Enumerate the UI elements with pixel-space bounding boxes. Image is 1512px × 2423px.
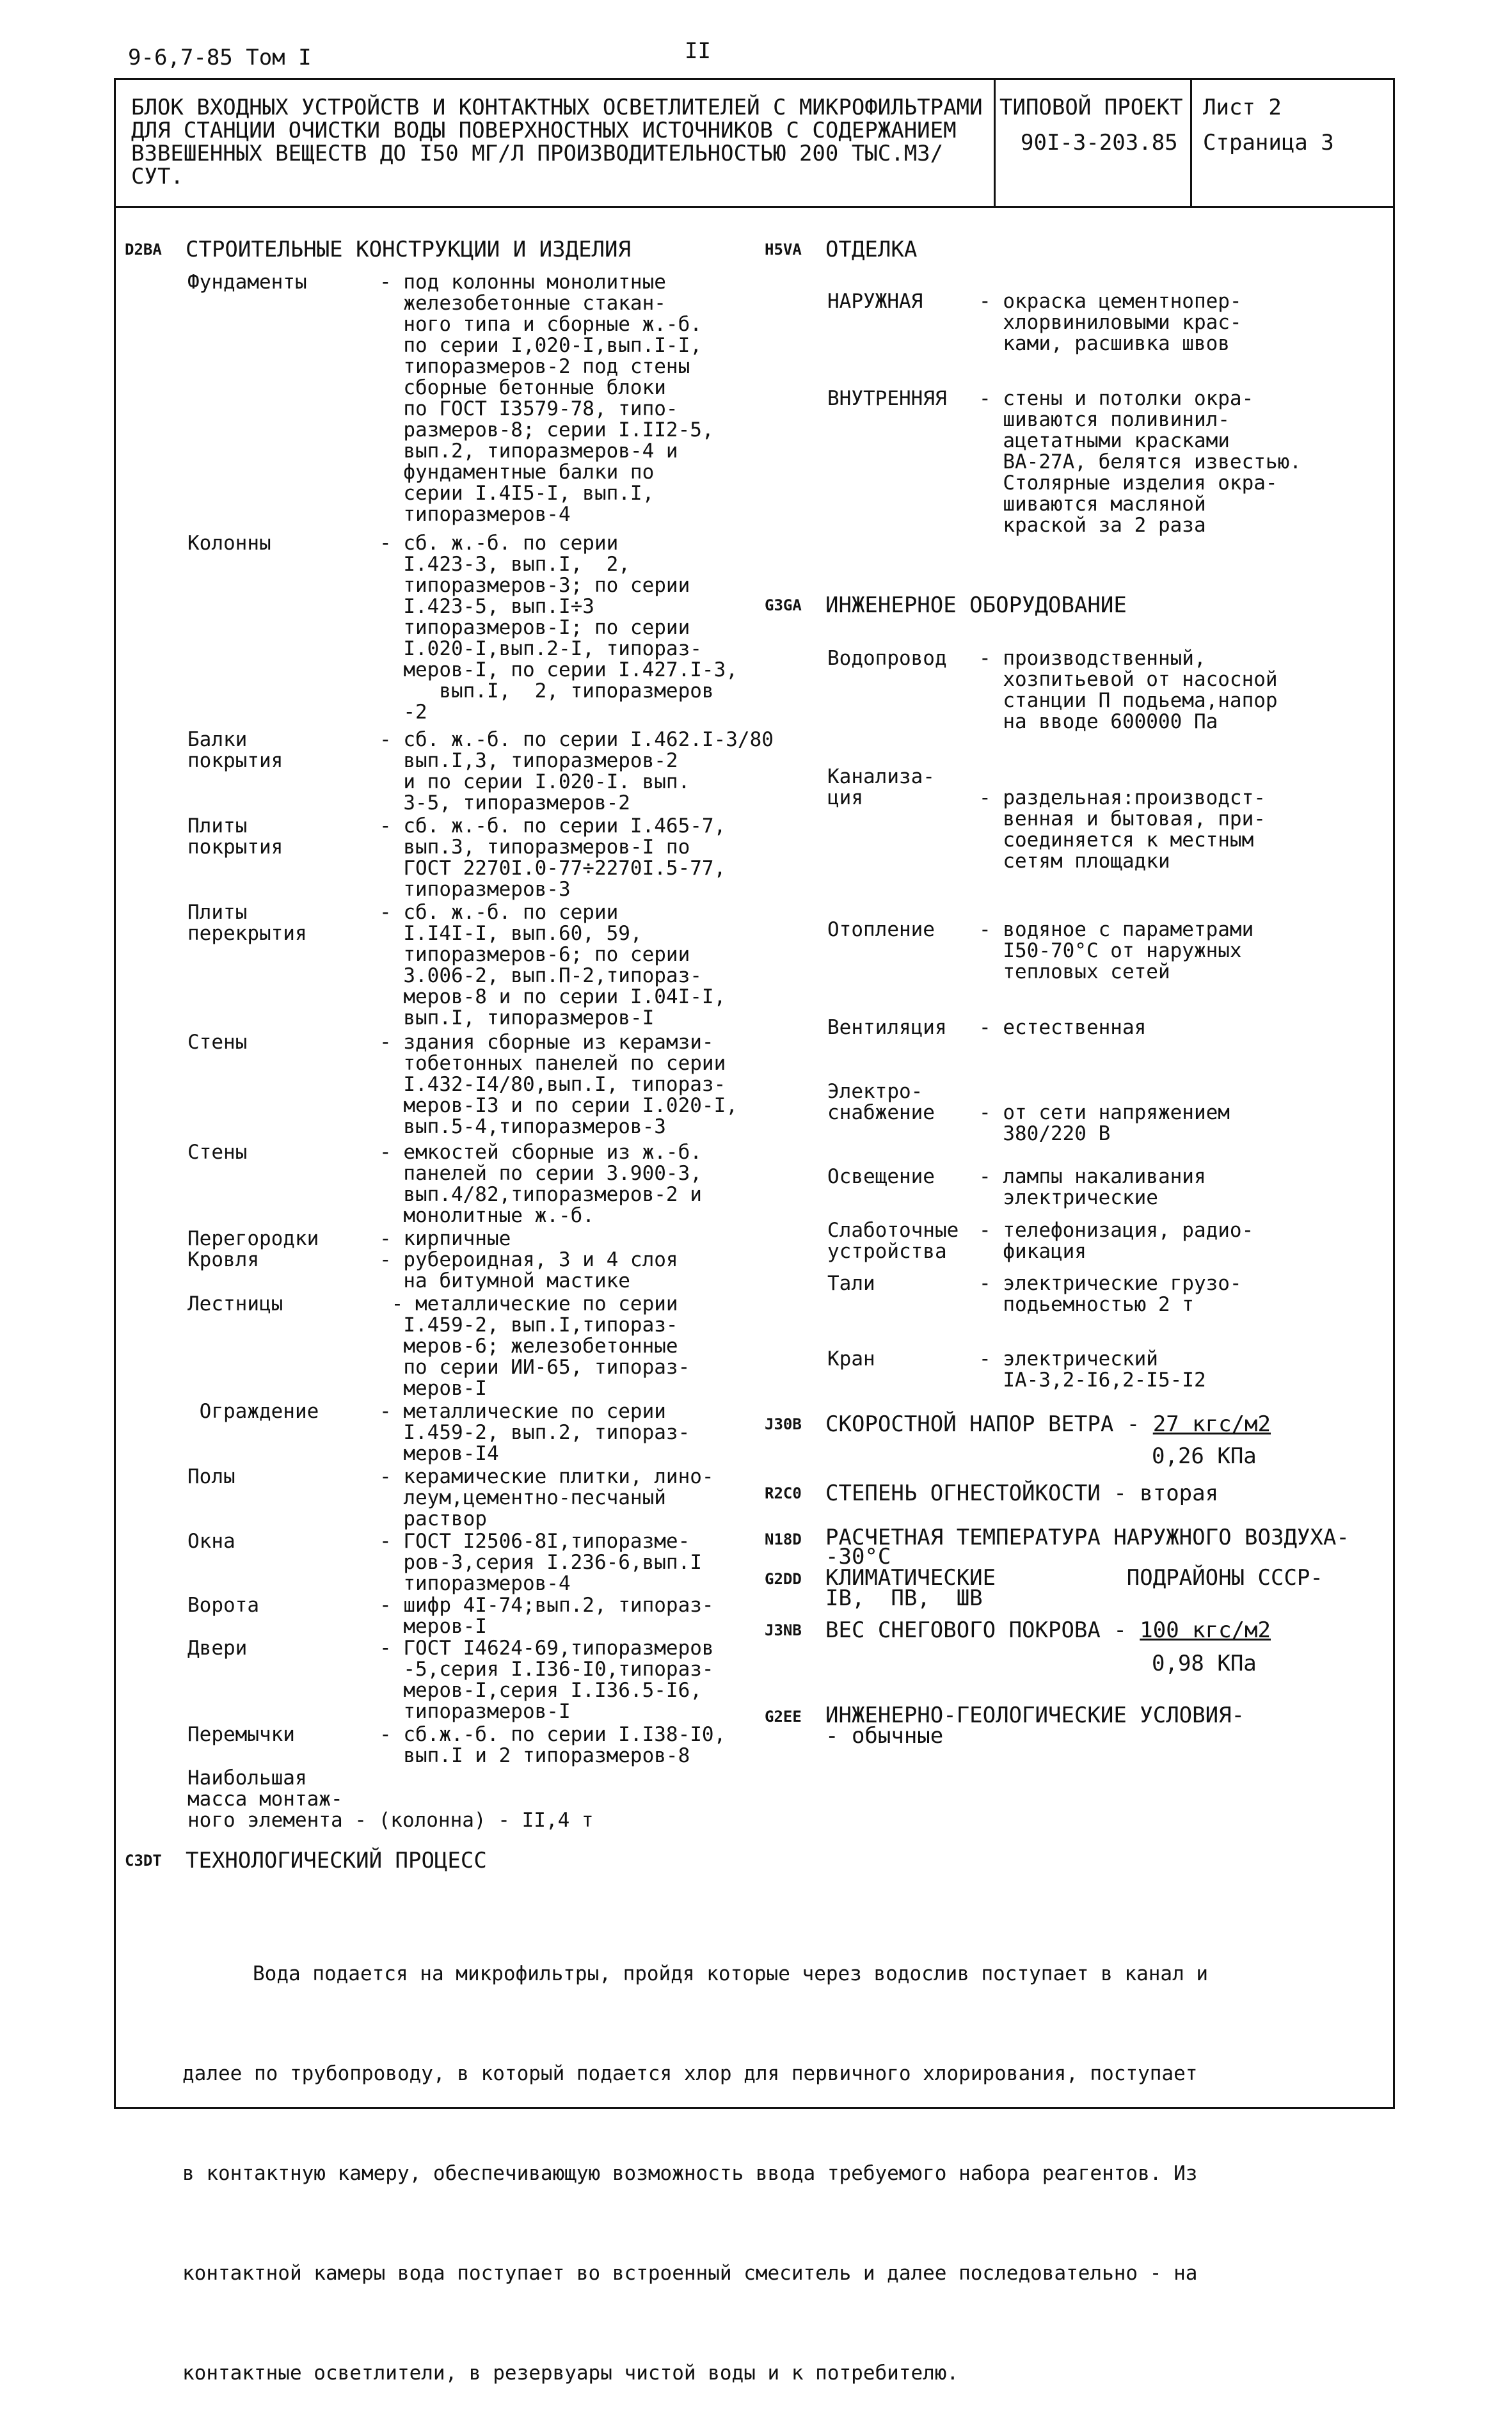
list-item-text: - металлические по серии I.459-2, вып.2, типораз- меров-I4 (379, 1400, 690, 1465)
snow-load-value-kpa: 0,98 КПа (1152, 1651, 1257, 1676)
section-code: C3DT (125, 1852, 162, 1870)
list-item-label: НАРУЖНАЯ (827, 290, 923, 313)
list-item-label: Полы (187, 1465, 235, 1488)
process-line: Вода подается на микрофильтры, пройдя которые через водослив поступает в канал и (253, 1962, 1209, 1985)
list-item-text: - производственный, хозпитьевой от насосной станции П подьема,напор на вводе 600000 Па (979, 647, 1278, 733)
process-line: контактные осветлители, в резервуары чистой воды и к потребителю. (182, 2362, 959, 2385)
list-item-label: Освещение (827, 1165, 935, 1188)
list-item-text: - ГОСТ I2506-8I,типоразме- ров-3,серия I.236-6,вып.I типоразмеров-4 (379, 1530, 702, 1595)
wind-pressure-value-kpa: 0,26 КПа (1152, 1443, 1257, 1469)
wind-pressure-value: 27 кгс/м2 (1152, 1411, 1271, 1437)
list-item-text: - стены и потолки окра- шиваются поливинил- ацетатными красками ВА-27А, белятся известью. Столярные изделия окра- шиваются масляной краской за 2 раза (979, 387, 1301, 537)
section-title: ОТДЕЛКА (825, 237, 918, 262)
list-item-text: - сб. ж.-б. по серии I.462.I-3/80 вып.I,3, типоразмеров-2 и по серии I.020-I. вып. 3-5, типоразмеров-2 (379, 728, 774, 814)
list-item-text: - раздельная:производст- венная и бытовая, при- соединяется к местным сетям площадки (979, 786, 1266, 873)
header-title (131, 96, 989, 188)
wind-pressure-label: СКОРОСТНОЙ НАПОР ВЕТРА - (825, 1411, 1153, 1437)
list-item-label: Колонны (187, 532, 271, 555)
section-title: ТЕХНОЛОГИЧЕСКИЙ ПРОЦЕСС (186, 1848, 487, 1873)
project-label: ТИПОВОЙ ПРОЕКТ (999, 95, 1183, 120)
header-title-line: БЛОК ВХОДНЫХ УСТРОЙСТВ И КОНТАКТНЫХ ОСВЕТЛИТЕЛЕЙ С МИКРОФИЛЬТРАМИ (131, 95, 983, 120)
snow-load-label: ВЕС СНЕГОВОГО ПОКРОВА - (825, 1617, 1140, 1643)
process-line: контактной камеры вода поступает во встроенный смеситель и далее последовательно - на (182, 2262, 1198, 2285)
list-item-label: Канализа- ция (827, 765, 935, 809)
list-item-text: - металлические по серии I.459-2, вып.I,типораз- меров-6; железобетонные по серии ИИ-65, типораз- меров-I (391, 1292, 690, 1400)
design-temperature: РАСЧЕТНАЯ ТЕМПЕРАТУРА НАРУЖНОГО ВОЗДУХА- -30°С (825, 1525, 1349, 1569)
header-title-line: ВЗВЕШЕННЫХ ВЕЩЕСТВ ДО I50 МГ/Л ПРОИЗВОДИТЕЛЬНОСТЬЮ 200 ТЫС.МЗ/СУТ. (131, 141, 944, 189)
list-item-text: - естественная (979, 1016, 1147, 1039)
list-item-label: Двери (187, 1637, 248, 1660)
list-item-text: - кирпичные (379, 1227, 511, 1250)
list-item-label: Отопление (827, 918, 935, 941)
section-code: J30B (765, 1415, 802, 1433)
list-item-label: Плиты перекрытия (187, 901, 307, 945)
page-reference: 9-6,7-85 Том I (128, 45, 312, 70)
section-title: СТРОИТЕЛЬНЫЕ КОНСТРУКЦИИ И ИЗДЕЛИЯ (186, 237, 631, 262)
max-element-mass: Наибольшая масса монтаж- ного элемента - (колонна) - II,4 т (187, 1767, 594, 1832)
page-number: II (685, 38, 711, 64)
list-item-text: - емкостей сборные из ж.-б. панелей по серии 3.900-3, вып.4/82,типоразмеров-2 и монолитные ж.-б. (379, 1141, 702, 1227)
list-item-label: Слаботочные устройства (827, 1219, 959, 1263)
snow-load-value: 100 кгс/м2 (1140, 1617, 1271, 1643)
list-item-text: - ГОСТ I4624-69,типоразмеров -5,серия I.I36-I0,типораз- меров-I,серия I.I36.5-I6, типоразмеров-I (379, 1637, 714, 1723)
list-item-label: Ограждение (187, 1400, 319, 1423)
snow-load (825, 1619, 1271, 1642)
section-code: D2BA (125, 241, 162, 258)
list-item-text: - от сети напряжением 380/220 В (979, 1101, 1230, 1145)
list-item-text: - электрический IA-3,2-I6,2-I5-I2 (979, 1347, 1206, 1392)
list-item-label: Плиты покрытия (187, 814, 283, 859)
list-item-label: Балки покрытия (187, 728, 283, 772)
list-item-label: Вентиляция (827, 1016, 947, 1039)
list-item-text: - под колонны монолитные железобетонные стакан- ного типа и сборные ж.-б. по серии I,020-I,вып.I-I, типоразмеров-2 под стены сборные бетонные блоки по ГОСТ I3579-78, типо- размеров-8; серии I.II2-5, вып.2, типоразмеров-4 и фундаментные балки по серии I.4I5-I, вып.I, типоразмеров-4 (379, 271, 714, 526)
list-item-text: - шифр 4I-74;вып.2, типораз- меров-I (379, 1594, 714, 1638)
process-line: в контактную камеру, обеспечивающую возможность ввода требуемого набора реагентов. Из (182, 2162, 1198, 2185)
list-item-label: ВНУТРЕННЯЯ (827, 387, 947, 410)
list-item-text: - рубероидная, 3 и 4 слоя на битумной мастике (379, 1248, 678, 1292)
section-code: G2DD (765, 1570, 802, 1588)
list-item-text: - водяное с параметрами I50-70°С от наружных тепловых сетей (979, 918, 1254, 983)
list-item-text: - сб. ж.-б. по серии I.465-7, вып.3, типоразмеров-I по ГОСТ 2270I.0-77÷2270I.5-77, типоразмеров-3 (379, 814, 726, 901)
list-item-label: Фундаменты (187, 271, 307, 294)
list-item-label: Стены (187, 1031, 248, 1054)
wind-pressure (825, 1413, 1271, 1436)
list-item-text: - сб.ж.-б. по серии I.I38-I0, вып.I и 2 типоразмеров-8 (379, 1723, 726, 1767)
project-number: 90I-3-203.85 (1021, 130, 1178, 155)
header-title-line: ДЛЯ СТАНЦИИ ОЧИСТКИ ВОДЫ ПОВЕРХНОСТНЫХ ИСТОЧНИКОВ С СОДЕРЖАНИЕМ (131, 118, 957, 143)
section-title: ИНЖЕНЕРНОЕ ОБОРУДОВАНИЕ (825, 592, 1127, 618)
section-code: G3GA (765, 596, 802, 614)
geological-conditions: ИНЖЕНЕРНО-ГЕОЛОГИЧЕСКИЕ УСЛОВИЯ- - обычные (825, 1703, 1245, 1749)
list-item-text: - электрические грузо- подьемностью 2 т (979, 1272, 1242, 1316)
list-item-text: - сб. ж.-б. по серии I.I4I-I, вып.60, 59, типоразмеров-6; по серии 3.006-2, вып.П-2,типораз- меров-8 и по серии I.04I-I, вып.I, типоразмеров-I (379, 901, 726, 1029)
list-item-label: Кран (827, 1347, 875, 1370)
list-item-label: Кровля (187, 1248, 259, 1271)
process-line: далее по трубопроводу, в который подается хлор для первичного хлорирования, поступает (182, 2062, 1198, 2085)
list-item-text: - керамические плитки, лино- леум,цементно-песчаный раствор (379, 1465, 714, 1530)
process-description (182, 1891, 1208, 2423)
climate-subregions: КЛИМАТИЧЕСКИЕ ПОДРАЙОНЫ СССР- IB, ПВ, ШВ (825, 1565, 1323, 1611)
section-code: G2EE (765, 1708, 802, 1726)
list-item-text: - телефонизация, радио- фикация (979, 1219, 1254, 1263)
section-code: J3NB (765, 1621, 802, 1639)
list-item-label: Окна (187, 1530, 235, 1553)
list-item-label: Ворота (187, 1594, 259, 1617)
section-code: H5VA (765, 241, 802, 258)
page-label: Страница 3 (1203, 130, 1334, 155)
list-item-label: Электро- снабжение (827, 1080, 935, 1124)
list-item-label: Стены (187, 1141, 248, 1164)
list-item-label: Лестницы (187, 1292, 283, 1315)
section-code: N18D (765, 1530, 802, 1548)
fire-resistance: СТЕПЕНЬ ОГНЕСТОЙКОСТИ - вторая (825, 1481, 1219, 1506)
list-item-label: Перегородки (187, 1227, 319, 1250)
list-item-text: - сб. ж.-б. по серии I.423-3, вып.I, 2, типоразмеров-3; по серии I.423-5, вып.I÷3 типоразмеров-I; по серии I.020-I,вып.2-I, типораз- меров-I, по серии I.427.I-3, вып.I, 2, типоразмеров -2 (379, 532, 738, 724)
section-code: R2C0 (765, 1484, 802, 1502)
list-item-label: Перемычки (187, 1723, 295, 1746)
list-item-text: - лампы накаливания электрические (979, 1165, 1206, 1209)
list-item-text: - здания сборные из керамзи- тобетонных панелей по серии I.432-I4/80,вып.I, типораз- меров-I3 и по серии I.020-I, вып.5-4,типоразмеров-3 (379, 1031, 738, 1138)
list-item-label: Водопровод (827, 647, 947, 670)
list-item-text: - окраска цементнопер- хлорвиниловыми крас- ками, расшивка швов (979, 290, 1242, 355)
list-item-label: Тали (827, 1272, 875, 1295)
sheet-number: Лист 2 (1203, 95, 1282, 120)
